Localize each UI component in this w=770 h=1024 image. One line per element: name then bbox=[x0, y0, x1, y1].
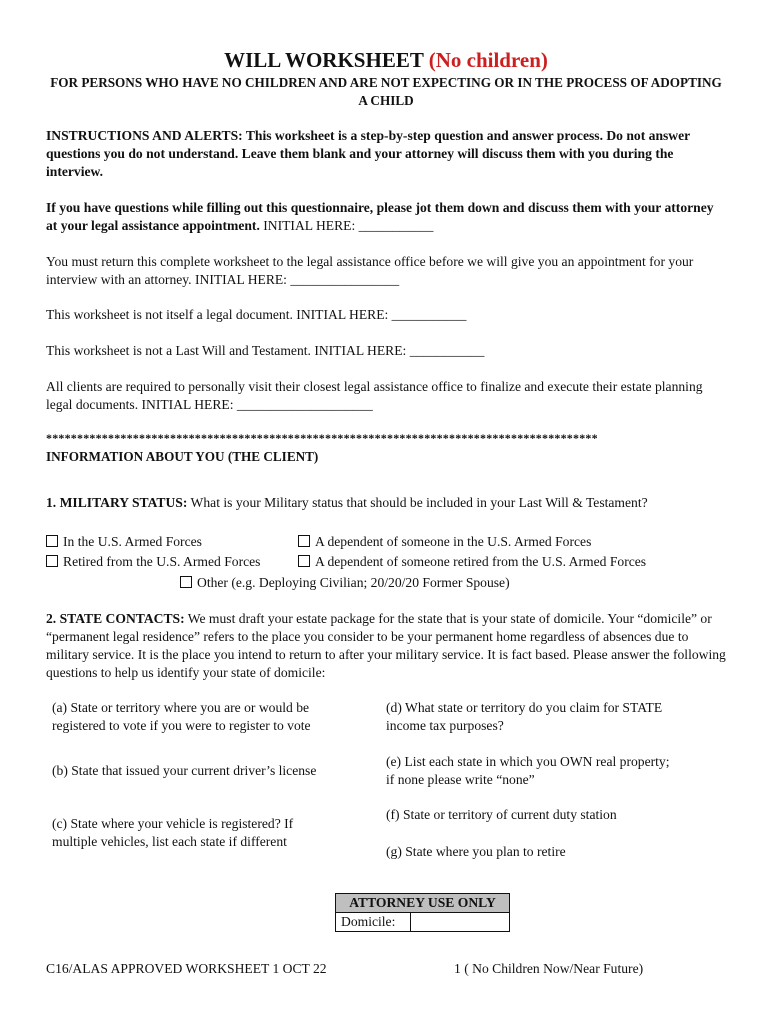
q2c-vehicle-state[interactable]: (c) State where your vehicle is registered? If multiple vehicles, list each state if different bbox=[52, 816, 294, 849]
q2g-retire-state[interactable]: (g) State where you plan to retire bbox=[386, 844, 566, 859]
questions-note bbox=[46, 199, 726, 235]
q1-option-armed-forces[interactable]: In the U.S. Armed Forces bbox=[46, 533, 202, 551]
checkbox-icon[interactable] bbox=[180, 576, 192, 588]
q2-text: We must draft your estate package for the state that is your state of domicile. Your “domicile” or “permanent legal residence” refers to the place you consider to be your permanent home regardless of absences due to military service. It is the place you intend to return to after your military service. It is fact based. Please answer the following questions to help us identify your state of domicile: bbox=[46, 611, 726, 680]
checkbox-icon[interactable] bbox=[298, 535, 310, 547]
page-title bbox=[46, 48, 726, 72]
page-subtitle: FOR PERSONS WHO HAVE NO CHILDREN AND ARE NOT EXPECTING OR IN THE PROCESS OF ADOPTING A CHILD bbox=[50, 75, 722, 108]
questions-initial[interactable]: INITIAL HERE: ___________ bbox=[259, 218, 434, 233]
q2-state-contacts bbox=[46, 610, 726, 682]
q2a-vote-state[interactable]: (a) State or territory where you are or would be registered to vote if you were to register to vote bbox=[52, 700, 311, 733]
checkbox-icon[interactable] bbox=[46, 535, 58, 547]
questions-note-bold: If you have questions while filling out this questionnaire, please jot them down and discuss them with your attorney at your legal assistance appointment. bbox=[46, 200, 714, 233]
q2-label: 2. STATE CONTACTS: bbox=[46, 611, 185, 626]
footer-form-id: C16/ALAS APPROVED WORKSHEET 1 OCT 22 bbox=[46, 961, 327, 976]
not-legal-note: This worksheet is not itself a legal document. INITIAL HERE: ___________ bbox=[46, 307, 467, 322]
title-main: WILL WORKSHEET bbox=[224, 48, 424, 72]
q1-option-other[interactable]: Other (e.g. Deploying Civilian; 20/20/20 Former Spouse) bbox=[180, 574, 510, 592]
q2f-duty-station[interactable]: (f) State or territory of current duty station bbox=[386, 807, 617, 822]
attorney-use-table bbox=[335, 893, 510, 932]
attorney-use-header: ATTORNEY USE ONLY bbox=[336, 894, 510, 913]
not-will-note: This worksheet is not a Last Will and Testament. INITIAL HERE: ___________ bbox=[46, 343, 485, 358]
q1-military-status bbox=[46, 494, 726, 512]
q2e-real-property[interactable]: (e) List each state in which you OWN real property; if none please write “none” bbox=[386, 754, 670, 787]
separator-stars: ***************************************************************************************** bbox=[46, 431, 598, 445]
return-note: You must return this complete worksheet to the legal assistance office before we will give you an appointment for your interview with an attorney. INITIAL HERE: ________________ bbox=[46, 254, 694, 287]
visit-note: All clients are required to personally visit their closest legal assistance office to finalize and execute their estate planning legal documents. INITIAL HERE: ____________________ bbox=[46, 379, 703, 412]
title-highlight: (No children) bbox=[428, 48, 548, 72]
checkbox-icon[interactable] bbox=[298, 555, 310, 567]
q1-text: What is your Military status that should be included in your Last Will & Testament? bbox=[187, 495, 648, 510]
q2d-tax-state[interactable]: (d) What state or territory do you claim for STATE income tax purposes? bbox=[386, 700, 663, 733]
instructions-alerts: INSTRUCTIONS AND ALERTS: This worksheet is a step-by-step question and answer process. Do not answer questions you do not understand. Leave them blank and your attorney will discuss them with you during the interview. bbox=[46, 128, 690, 179]
q1-option-dependent-retired[interactable]: A dependent of someone retired from the U.S. Armed Forces bbox=[298, 553, 646, 571]
domicile-label: Domicile: bbox=[336, 913, 411, 932]
q1-label: 1. MILITARY STATUS: bbox=[46, 495, 188, 510]
q2b-license-state[interactable]: (b) State that issued your current driver’s license bbox=[52, 763, 317, 778]
q1-option-retired[interactable]: Retired from the U.S. Armed Forces bbox=[46, 553, 260, 571]
q1-option-dependent[interactable]: A dependent of someone in the U.S. Armed Forces bbox=[298, 533, 591, 551]
domicile-field[interactable] bbox=[411, 913, 510, 932]
section-heading: INFORMATION ABOUT YOU (THE CLIENT) bbox=[46, 449, 319, 464]
checkbox-icon[interactable] bbox=[46, 555, 58, 567]
footer-page-number: 1 ( No Children Now/Near Future) bbox=[454, 961, 644, 976]
